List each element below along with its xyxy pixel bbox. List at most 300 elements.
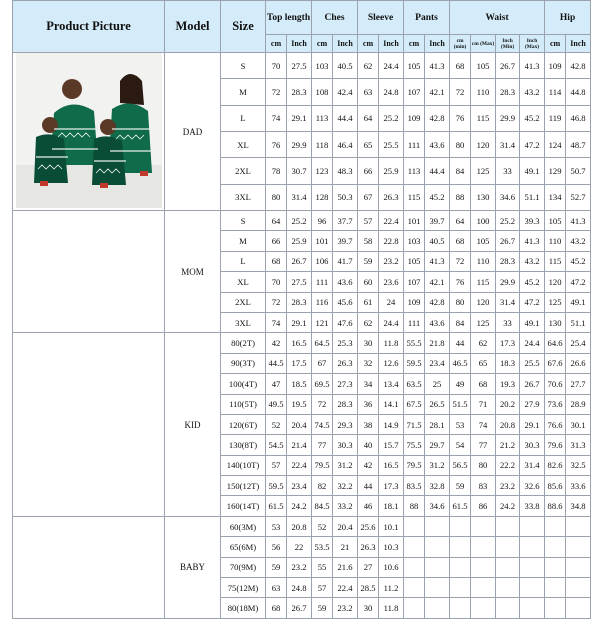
- measurement-cell: 47: [266, 374, 287, 394]
- measurement-cell: 125: [471, 158, 496, 184]
- measurement-cell: 44: [358, 476, 379, 496]
- measurement-cell: [471, 537, 496, 557]
- table-row: [13, 333, 591, 353]
- measurement-cell: 28.9: [566, 394, 591, 414]
- measurement-cell: 42: [358, 455, 379, 475]
- size-cell: 2XL: [221, 292, 266, 312]
- measurement-cell: 84.5: [312, 496, 333, 516]
- measurement-cell: 113: [312, 105, 333, 131]
- measurement-cell: 62: [358, 312, 379, 332]
- size-cell: 140(10T): [221, 455, 266, 475]
- measurement-cell: 76.6: [545, 414, 566, 434]
- measurement-cell: 130: [471, 184, 496, 210]
- measurement-cell: 20.4: [333, 516, 358, 536]
- measurement-cell: 49.1: [520, 312, 545, 332]
- measurement-cell: 120: [471, 131, 496, 157]
- measurement-cell: 74: [266, 312, 287, 332]
- measurement-cell: 123: [312, 158, 333, 184]
- measurement-cell: 18.5: [287, 374, 312, 394]
- measurement-cell: 27.5: [287, 53, 312, 79]
- measurement-cell: 88.6: [545, 496, 566, 516]
- measurement-cell: 68: [450, 231, 471, 251]
- measurement-cell: 111: [404, 312, 425, 332]
- measurement-cell: 109: [404, 105, 425, 131]
- header-size: Size: [221, 1, 266, 53]
- measurement-cell: 14.1: [379, 394, 404, 414]
- measurement-cell: 20.8: [496, 414, 520, 434]
- measurement-cell: 108: [312, 79, 333, 105]
- measurement-cell: [566, 578, 591, 598]
- measurement-cell: 109: [545, 53, 566, 79]
- header-waist: Waist: [450, 1, 545, 35]
- measurement-cell: 52: [312, 516, 333, 536]
- measurement-cell: 71: [471, 394, 496, 414]
- measurement-cell: 25.2: [496, 211, 520, 231]
- measurement-cell: 29.3: [333, 414, 358, 434]
- measurement-cell: 17.5: [287, 353, 312, 373]
- measurement-cell: 53: [266, 516, 287, 536]
- measurement-cell: 51.1: [520, 184, 545, 210]
- measurement-cell: 42.1: [425, 79, 450, 105]
- size-cell: XL: [221, 272, 266, 292]
- measurement-cell: 67: [358, 184, 379, 210]
- model-cell: BABY: [165, 516, 221, 618]
- measurement-cell: 49.1: [520, 158, 545, 184]
- measurement-cell: 72: [450, 251, 471, 271]
- measurement-cell: 31.4: [520, 455, 545, 475]
- measurement-cell: 16.5: [379, 455, 404, 475]
- size-cell: S: [221, 211, 266, 231]
- measurement-cell: 44: [450, 333, 471, 353]
- measurement-cell: 28.3: [496, 251, 520, 271]
- measurement-cell: 26.5: [425, 394, 450, 414]
- measurement-cell: 83.5: [404, 476, 425, 496]
- measurement-cell: 56.5: [450, 455, 471, 475]
- measurement-cell: 57: [266, 455, 287, 475]
- measurement-cell: 105: [471, 231, 496, 251]
- measurement-cell: 82: [312, 476, 333, 496]
- measurement-cell: 24.8: [287, 578, 312, 598]
- size-cell: 150(12T): [221, 476, 266, 496]
- measurement-cell: 51.1: [566, 312, 591, 332]
- measurement-cell: 34.6: [496, 184, 520, 210]
- measurement-cell: 10.3: [379, 537, 404, 557]
- measurement-cell: 31.4: [287, 184, 312, 210]
- measurement-cell: 125: [545, 292, 566, 312]
- measurement-cell: 45.2: [566, 251, 591, 271]
- family-pajama-photo: [16, 53, 162, 208]
- table-row: [13, 53, 591, 79]
- size-cell: 75(12M): [221, 578, 266, 598]
- measurement-cell: 80: [450, 292, 471, 312]
- measurement-cell: 111: [312, 272, 333, 292]
- measurement-cell: 79.5: [404, 455, 425, 475]
- measurement-cell: 44.4: [333, 105, 358, 131]
- measurement-cell: 40: [358, 435, 379, 455]
- measurement-cell: [404, 537, 425, 557]
- empty-picture-cell: [13, 516, 165, 618]
- measurement-cell: 32.5: [566, 455, 591, 475]
- measurement-cell: 33: [496, 312, 520, 332]
- measurement-cell: 44.4: [425, 158, 450, 184]
- measurement-cell: 44.8: [566, 79, 591, 105]
- measurement-cell: 101: [312, 231, 333, 251]
- measurement-cell: 59: [266, 557, 287, 577]
- measurement-cell: 24.4: [520, 333, 545, 353]
- measurement-cell: 56: [266, 537, 287, 557]
- header-top-length: Top length: [266, 1, 312, 35]
- measurement-cell: 22.4: [287, 455, 312, 475]
- measurement-cell: 22.4: [333, 578, 358, 598]
- measurement-cell: [471, 578, 496, 598]
- measurement-cell: 41.3: [520, 231, 545, 251]
- unit-header: Inch: [379, 35, 404, 53]
- measurement-cell: 28.3: [496, 79, 520, 105]
- measurement-cell: 106: [312, 251, 333, 271]
- size-cell: XL: [221, 131, 266, 157]
- unit-header: cm: [358, 35, 379, 53]
- measurement-cell: 47.2: [566, 272, 591, 292]
- measurement-cell: [520, 578, 545, 598]
- measurement-cell: 73.6: [545, 394, 566, 414]
- measurement-cell: 26.3: [333, 353, 358, 373]
- measurement-cell: 11.8: [379, 598, 404, 618]
- measurement-cell: 67.6: [545, 353, 566, 373]
- measurement-cell: 20.2: [496, 394, 520, 414]
- measurement-cell: 41.3: [566, 211, 591, 231]
- measurement-cell: 70: [266, 272, 287, 292]
- measurement-cell: [496, 537, 520, 557]
- measurement-cell: 68: [266, 598, 287, 618]
- measurement-cell: 65: [471, 353, 496, 373]
- measurement-cell: 79.6: [545, 435, 566, 455]
- measurement-cell: 24.4: [379, 53, 404, 79]
- measurement-cell: [425, 537, 450, 557]
- measurement-cell: 33.6: [566, 476, 591, 496]
- size-cell: 2XL: [221, 158, 266, 184]
- measurement-cell: 109: [404, 292, 425, 312]
- measurement-cell: 29.1: [287, 312, 312, 332]
- measurement-cell: 74.5: [312, 414, 333, 434]
- measurement-cell: 24: [379, 292, 404, 312]
- measurement-cell: 46: [358, 496, 379, 516]
- measurement-cell: 32.2: [333, 476, 358, 496]
- measurement-cell: 45.2: [425, 184, 450, 210]
- header-product-picture: Product Picture: [13, 1, 165, 53]
- measurement-cell: 48.7: [566, 131, 591, 157]
- measurement-cell: 30.7: [287, 158, 312, 184]
- size-cell: M: [221, 231, 266, 251]
- measurement-cell: 115: [404, 184, 425, 210]
- measurement-cell: 70: [266, 53, 287, 79]
- measurement-cell: 54: [450, 435, 471, 455]
- measurement-cell: 103: [404, 231, 425, 251]
- measurement-cell: 54.5: [266, 435, 287, 455]
- measurement-cell: 26.7: [287, 251, 312, 271]
- size-cell: 90(3T): [221, 353, 266, 373]
- measurement-cell: 83: [471, 476, 496, 496]
- measurement-cell: 34.6: [425, 496, 450, 516]
- measurement-cell: [425, 557, 450, 577]
- measurement-cell: 77: [471, 435, 496, 455]
- measurement-cell: [471, 516, 496, 536]
- measurement-cell: 119: [545, 105, 566, 131]
- measurement-cell: 76: [450, 272, 471, 292]
- measurement-cell: 64.6: [545, 333, 566, 353]
- measurement-cell: 25.2: [379, 105, 404, 131]
- unit-header: Inch: [425, 35, 450, 53]
- measurement-cell: 36: [358, 394, 379, 414]
- measurement-cell: [545, 516, 566, 536]
- measurement-cell: 23.2: [333, 598, 358, 618]
- measurement-cell: 100: [471, 211, 496, 231]
- measurement-cell: 45.2: [520, 105, 545, 131]
- measurement-cell: 59: [450, 476, 471, 496]
- size-cell: 80(18M): [221, 598, 266, 618]
- measurement-cell: 29.9: [287, 131, 312, 157]
- measurement-cell: 26.7: [287, 598, 312, 618]
- measurement-cell: 11.2: [379, 578, 404, 598]
- size-cell: 100(4T): [221, 374, 266, 394]
- measurement-cell: 40.5: [425, 231, 450, 251]
- measurement-cell: 23.2: [379, 251, 404, 271]
- measurement-cell: 25.9: [287, 231, 312, 251]
- measurement-cell: 26.3: [358, 537, 379, 557]
- measurement-cell: 105: [471, 53, 496, 79]
- measurement-cell: 62: [358, 53, 379, 79]
- measurement-cell: 64.5: [312, 333, 333, 353]
- measurement-cell: 37.7: [333, 211, 358, 231]
- header-hip: Hip: [545, 1, 591, 35]
- table-row: [13, 516, 591, 536]
- measurement-cell: 120: [471, 292, 496, 312]
- measurement-cell: 24.2: [287, 496, 312, 516]
- measurement-cell: 105: [545, 211, 566, 231]
- measurement-cell: 65: [358, 131, 379, 157]
- measurement-cell: [566, 537, 591, 557]
- measurement-cell: 66: [266, 231, 287, 251]
- measurement-cell: 43.6: [425, 312, 450, 332]
- measurement-cell: 77: [312, 435, 333, 455]
- measurement-cell: 59.5: [266, 476, 287, 496]
- measurement-cell: 64: [450, 211, 471, 231]
- measurement-cell: 52.7: [566, 184, 591, 210]
- measurement-cell: 49.5: [266, 394, 287, 414]
- header-model: Model: [165, 1, 221, 53]
- measurement-cell: 76: [450, 105, 471, 131]
- measurement-cell: 26.7: [496, 53, 520, 79]
- measurement-cell: [520, 557, 545, 577]
- measurement-cell: 32.8: [425, 476, 450, 496]
- measurement-cell: 43.2: [520, 79, 545, 105]
- measurement-cell: 21.2: [496, 435, 520, 455]
- measurement-cell: 27.5: [287, 272, 312, 292]
- header-chest: Ches: [312, 1, 358, 35]
- measurement-cell: 27.7: [566, 374, 591, 394]
- measurement-cell: 25.5: [520, 353, 545, 373]
- measurement-cell: 31.2: [425, 455, 450, 475]
- size-cell: 60(3M): [221, 516, 266, 536]
- size-cell: 3XL: [221, 312, 266, 332]
- measurement-cell: 66: [358, 158, 379, 184]
- measurement-cell: 53.5: [312, 537, 333, 557]
- measurement-cell: 33.8: [520, 496, 545, 516]
- measurement-cell: 26.6: [566, 353, 591, 373]
- empty-picture-cell: [13, 211, 165, 333]
- measurement-cell: 14.9: [379, 414, 404, 434]
- model-cell: MOM: [165, 211, 221, 333]
- measurement-cell: 118: [312, 131, 333, 157]
- measurement-cell: 125: [471, 312, 496, 332]
- product-picture-cell: [13, 53, 165, 211]
- measurement-cell: 64: [358, 105, 379, 131]
- measurement-cell: 23.4: [425, 353, 450, 373]
- measurement-cell: 40.5: [333, 53, 358, 79]
- measurement-cell: 105: [404, 251, 425, 271]
- measurement-cell: [545, 578, 566, 598]
- measurement-cell: 61.5: [450, 496, 471, 516]
- measurement-cell: [566, 557, 591, 577]
- size-cell: 70(9M): [221, 557, 266, 577]
- measurement-cell: 39.7: [333, 231, 358, 251]
- measurement-cell: 57: [312, 578, 333, 598]
- measurement-cell: 23.4: [287, 476, 312, 496]
- measurement-cell: 68: [471, 374, 496, 394]
- measurement-cell: 16.5: [287, 333, 312, 353]
- measurement-cell: 34: [358, 374, 379, 394]
- model-cell: KID: [165, 333, 221, 517]
- measurement-cell: [404, 557, 425, 577]
- measurement-cell: [520, 537, 545, 557]
- measurement-cell: [450, 578, 471, 598]
- measurement-cell: 31.4: [496, 292, 520, 312]
- measurement-cell: 26.3: [379, 184, 404, 210]
- measurement-cell: 111: [404, 131, 425, 157]
- measurement-cell: 80: [471, 455, 496, 475]
- measurement-cell: 23.2: [496, 476, 520, 496]
- measurement-cell: 12.6: [379, 353, 404, 373]
- measurement-cell: 33.2: [333, 496, 358, 516]
- measurement-cell: 41.3: [425, 251, 450, 271]
- measurement-cell: 74: [471, 414, 496, 434]
- measurement-cell: 10.6: [379, 557, 404, 577]
- measurement-cell: 113: [404, 158, 425, 184]
- measurement-cell: 29.9: [496, 105, 520, 131]
- measurement-cell: 72: [266, 79, 287, 105]
- measurement-cell: 76: [266, 131, 287, 157]
- measurement-cell: 85.6: [545, 476, 566, 496]
- measurement-cell: 105: [404, 53, 425, 79]
- measurement-cell: [566, 598, 591, 618]
- measurement-cell: 34.8: [566, 496, 591, 516]
- measurement-cell: 42.8: [566, 53, 591, 79]
- measurement-cell: 31.2: [333, 455, 358, 475]
- measurement-cell: 115: [471, 105, 496, 131]
- measurement-cell: 84: [450, 158, 471, 184]
- measurement-cell: 39.7: [425, 211, 450, 231]
- table-header: [13, 1, 591, 53]
- measurement-cell: 62: [471, 333, 496, 353]
- measurement-cell: 24.2: [496, 496, 520, 516]
- measurement-cell: 21: [333, 537, 358, 557]
- measurement-cell: 25.4: [566, 333, 591, 353]
- measurement-cell: [545, 537, 566, 557]
- measurement-cell: 128: [312, 184, 333, 210]
- measurement-cell: [520, 516, 545, 536]
- measurement-cell: 46.5: [450, 353, 471, 373]
- measurement-cell: 30.3: [333, 435, 358, 455]
- measurement-cell: 53: [450, 414, 471, 434]
- measurement-cell: 59: [358, 251, 379, 271]
- measurement-cell: 22.4: [379, 211, 404, 231]
- measurement-cell: 42.4: [333, 79, 358, 105]
- measurement-cell: 70.6: [545, 374, 566, 394]
- measurement-cell: 67.5: [404, 394, 425, 414]
- measurement-cell: 29.9: [496, 272, 520, 292]
- measurement-cell: 72: [312, 394, 333, 414]
- unit-header: cm: [266, 35, 287, 53]
- measurement-cell: 48.3: [333, 158, 358, 184]
- measurement-cell: 47.6: [333, 312, 358, 332]
- measurement-cell: 42.8: [425, 105, 450, 131]
- measurement-cell: 74: [266, 105, 287, 131]
- measurement-cell: 68: [266, 251, 287, 271]
- measurement-cell: [545, 598, 566, 618]
- measurement-cell: 49: [450, 374, 471, 394]
- measurement-cell: 24.4: [379, 312, 404, 332]
- measurement-cell: 46.4: [333, 131, 358, 157]
- measurement-cell: 18.3: [496, 353, 520, 373]
- measurement-cell: 28.3: [287, 79, 312, 105]
- measurement-cell: 44.5: [266, 353, 287, 373]
- measurement-cell: 11.8: [379, 333, 404, 353]
- measurement-cell: 114: [545, 79, 566, 105]
- measurement-cell: 39.3: [520, 211, 545, 231]
- measurement-cell: 33: [496, 158, 520, 184]
- measurement-cell: 22.2: [496, 455, 520, 475]
- measurement-cell: 25: [425, 374, 450, 394]
- measurement-cell: 21.4: [287, 435, 312, 455]
- measurement-cell: 61: [358, 292, 379, 312]
- size-cell: L: [221, 251, 266, 271]
- measurement-cell: 88: [404, 496, 425, 516]
- measurement-cell: 78: [266, 158, 287, 184]
- unit-header: Inch: [287, 35, 312, 53]
- measurement-cell: [425, 516, 450, 536]
- size-cell: 130(8T): [221, 435, 266, 455]
- measurement-cell: [450, 598, 471, 618]
- table-body: [13, 53, 591, 619]
- measurement-cell: 24.8: [379, 79, 404, 105]
- size-cell: S: [221, 53, 266, 79]
- measurement-cell: 17.3: [496, 333, 520, 353]
- size-chart: [12, 0, 590, 614]
- measurement-cell: 124: [545, 131, 566, 157]
- measurement-cell: 41.3: [520, 53, 545, 79]
- unit-header: cm: [404, 35, 425, 53]
- measurement-cell: 121: [312, 312, 333, 332]
- measurement-cell: 43.2: [566, 231, 591, 251]
- measurement-cell: 18.1: [379, 496, 404, 516]
- measurement-cell: 96: [312, 211, 333, 231]
- measurement-cell: 27.3: [333, 374, 358, 394]
- size-cell: 160(14T): [221, 496, 266, 516]
- measurement-cell: [566, 516, 591, 536]
- measurement-cell: 47.2: [520, 131, 545, 157]
- measurement-cell: 82.6: [545, 455, 566, 475]
- measurement-cell: 115: [545, 251, 566, 271]
- size-cell: 65(6M): [221, 537, 266, 557]
